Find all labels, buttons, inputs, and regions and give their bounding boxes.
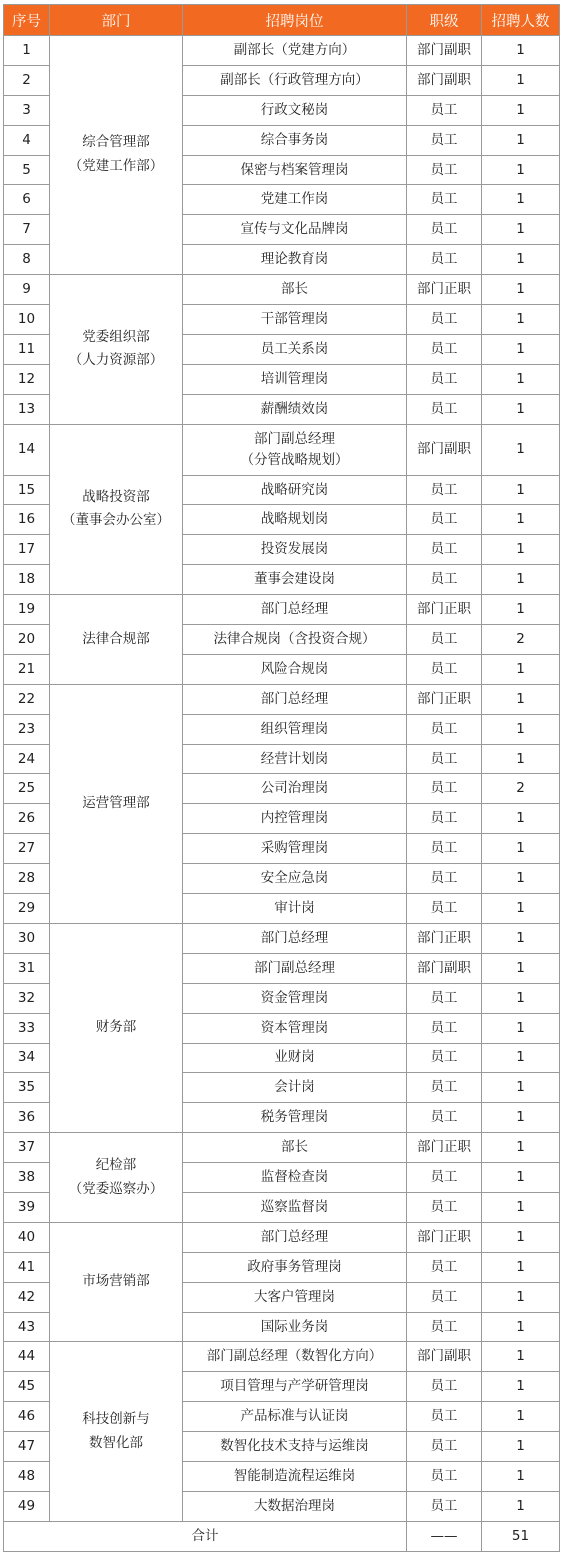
row-number: 38 [4,1163,50,1193]
position-name: 部门总经理 [183,1222,407,1252]
position-name: 安全应急岗 [183,864,407,894]
row-number: 44 [4,1342,50,1372]
row-number: 3 [4,95,50,125]
job-level: 员工 [407,714,482,744]
job-level: 员工 [407,625,482,655]
department-name: 市场营销部 [50,1222,183,1342]
hire-count: 1 [482,364,560,394]
hire-count: 1 [482,744,560,774]
row-number: 1 [4,36,50,66]
job-level: 员工 [407,1372,482,1402]
row-number: 14 [4,424,50,475]
header-no: 序号 [4,5,50,36]
header-count: 招聘人数 [482,5,560,36]
row-number: 48 [4,1461,50,1491]
table-body [4,36,560,1522]
job-level: 员工 [407,505,482,535]
position-name: 公司治理岗 [183,774,407,804]
position-name: 部门总经理 [183,595,407,625]
hire-count: 1 [482,424,560,475]
hire-count: 1 [482,1133,560,1163]
position-name: 采购管理岗 [183,834,407,864]
hire-count: 1 [482,804,560,834]
department-name: 战略投资部 （董事会办公室） [50,424,183,595]
job-level: 员工 [407,1402,482,1432]
hire-count: 1 [482,245,560,275]
job-level: 员工 [407,1073,482,1103]
hire-count: 1 [482,1491,560,1521]
job-level: 员工 [407,535,482,565]
position-name: 风险合规岗 [183,654,407,684]
table-row [4,1342,560,1372]
hire-count: 1 [482,1073,560,1103]
hire-count: 1 [482,275,560,305]
position-name: 战略研究岗 [183,475,407,505]
row-number: 9 [4,275,50,305]
hire-count: 1 [482,215,560,245]
job-level: 员工 [407,245,482,275]
table-row [4,595,560,625]
position-name: 副部长（行政管理方向） [183,65,407,95]
position-name: 战略规划岗 [183,505,407,535]
position-name: 经营计划岗 [183,744,407,774]
total-label: 合计 [4,1521,407,1551]
row-number: 36 [4,1103,50,1133]
hire-count: 1 [482,1342,560,1372]
position-name: 部门总经理 [183,923,407,953]
position-name: 综合事务岗 [183,125,407,155]
hire-count: 1 [482,684,560,714]
row-number: 21 [4,654,50,684]
position-name: 部门副总经理 [183,953,407,983]
position-name: 监督检查岗 [183,1163,407,1193]
job-level: 员工 [407,334,482,364]
row-number: 29 [4,894,50,924]
hire-count: 1 [482,125,560,155]
position-name: 薪酬绩效岗 [183,394,407,424]
job-level: 员工 [407,1192,482,1222]
hire-count: 1 [482,894,560,924]
table-row [4,1133,560,1163]
job-level: 员工 [407,1461,482,1491]
position-name: 行政文秘岗 [183,95,407,125]
job-level: 员工 [407,864,482,894]
recruitment-table [3,4,560,1552]
job-level: 员工 [407,305,482,335]
position-name: 智能制造流程运维岗 [183,1461,407,1491]
hire-count: 1 [482,36,560,66]
hire-count: 2 [482,625,560,655]
job-level: 部门正职 [407,923,482,953]
position-name: 部长 [183,275,407,305]
row-number: 32 [4,983,50,1013]
header-position: 招聘岗位 [183,5,407,36]
job-level: 员工 [407,654,482,684]
department-name: 科技创新与 数智化部 [50,1342,183,1521]
department-name: 财务部 [50,923,183,1132]
department-name: 综合管理部 （党建工作部） [50,36,183,275]
row-number: 18 [4,565,50,595]
total-row [4,1521,560,1551]
position-name: 保密与档案管理岗 [183,155,407,185]
table-row [4,36,560,66]
job-level: 员工 [407,1252,482,1282]
header-level: 职级 [407,5,482,36]
hire-count: 1 [482,834,560,864]
position-name: 政府事务管理岗 [183,1252,407,1282]
position-name: 副部长（党建方向） [183,36,407,66]
position-name: 资本管理岗 [183,1013,407,1043]
row-number: 43 [4,1312,50,1342]
job-level: 部门副职 [407,1342,482,1372]
hire-count: 1 [482,714,560,744]
row-number: 26 [4,804,50,834]
row-number: 28 [4,864,50,894]
hire-count: 1 [482,1252,560,1282]
job-level: 员工 [407,1103,482,1133]
position-name: 干部管理岗 [183,305,407,335]
hire-count: 1 [482,155,560,185]
row-number: 49 [4,1491,50,1521]
job-level: 员工 [407,1282,482,1312]
job-level: 部门正职 [407,684,482,714]
job-level: 员工 [407,774,482,804]
row-number: 6 [4,185,50,215]
row-number: 33 [4,1013,50,1043]
row-number: 46 [4,1402,50,1432]
department-name: 党委组织部 （人力资源部） [50,275,183,424]
position-name: 业财岗 [183,1043,407,1073]
position-name: 组织管理岗 [183,714,407,744]
hire-count: 1 [482,1043,560,1073]
hire-count: 1 [482,394,560,424]
hire-count: 1 [482,505,560,535]
hire-count: 1 [482,1163,560,1193]
row-number: 24 [4,744,50,774]
position-name: 部门总经理 [183,684,407,714]
row-number: 34 [4,1043,50,1073]
row-number: 8 [4,245,50,275]
row-number: 45 [4,1372,50,1402]
position-name: 投资发展岗 [183,535,407,565]
job-level: 员工 [407,394,482,424]
hire-count: 1 [482,1222,560,1252]
position-name: 会计岗 [183,1073,407,1103]
position-name: 巡察监督岗 [183,1192,407,1222]
position-name: 部门副总经理（数智化方向） [183,1342,407,1372]
row-number: 19 [4,595,50,625]
hire-count: 1 [482,654,560,684]
hire-count: 1 [482,95,560,125]
department-name: 法律合规部 [50,595,183,685]
position-name: 培训管理岗 [183,364,407,394]
job-level: 部门副职 [407,65,482,95]
job-level: 员工 [407,1312,482,1342]
total-level: —— [407,1521,482,1551]
job-level: 部门副职 [407,36,482,66]
hire-count: 1 [482,1461,560,1491]
position-name: 产品标准与认证岗 [183,1402,407,1432]
row-number: 11 [4,334,50,364]
row-number: 5 [4,155,50,185]
table-row [4,923,560,953]
row-number: 30 [4,923,50,953]
job-level: 部门副职 [407,424,482,475]
job-level: 员工 [407,364,482,394]
job-level: 部门正职 [407,1133,482,1163]
hire-count: 2 [482,774,560,804]
total-count: 51 [482,1521,560,1551]
row-number: 37 [4,1133,50,1163]
table-header-row [4,5,560,36]
row-number: 25 [4,774,50,804]
row-number: 20 [4,625,50,655]
position-name: 部门副总经理 （分管战略规划） [183,424,407,475]
hire-count: 1 [482,864,560,894]
job-level: 部门正职 [407,595,482,625]
department-name: 纪检部 （党委巡察办） [50,1133,183,1223]
job-level: 部门副职 [407,953,482,983]
position-name: 员工关系岗 [183,334,407,364]
row-number: 40 [4,1222,50,1252]
job-level: 员工 [407,983,482,1013]
row-number: 41 [4,1252,50,1282]
position-name: 宣传与文化品牌岗 [183,215,407,245]
row-number: 16 [4,505,50,535]
position-name: 项目管理与产学研管理岗 [183,1372,407,1402]
position-name: 党建工作岗 [183,185,407,215]
table-row [4,1222,560,1252]
hire-count: 1 [482,1432,560,1462]
row-number: 27 [4,834,50,864]
job-level: 员工 [407,744,482,774]
row-number: 7 [4,215,50,245]
job-level: 员工 [407,1013,482,1043]
row-number: 13 [4,394,50,424]
job-level: 员工 [407,125,482,155]
row-number: 10 [4,305,50,335]
job-level: 员工 [407,565,482,595]
job-level: 员工 [407,185,482,215]
hire-count: 1 [482,953,560,983]
position-name: 大客户管理岗 [183,1282,407,1312]
row-number: 39 [4,1192,50,1222]
row-number: 22 [4,684,50,714]
job-level: 部门正职 [407,1222,482,1252]
hire-count: 1 [482,334,560,364]
row-number: 42 [4,1282,50,1312]
job-level: 部门正职 [407,275,482,305]
row-number: 35 [4,1073,50,1103]
header-dept: 部门 [50,5,183,36]
hire-count: 1 [482,565,560,595]
row-number: 2 [4,65,50,95]
hire-count: 1 [482,65,560,95]
hire-count: 1 [482,1312,560,1342]
position-name: 国际业务岗 [183,1312,407,1342]
row-number: 12 [4,364,50,394]
row-number: 4 [4,125,50,155]
job-level: 员工 [407,834,482,864]
hire-count: 1 [482,983,560,1013]
job-level: 员工 [407,1043,482,1073]
position-name: 大数据治理岗 [183,1491,407,1521]
job-level: 员工 [407,804,482,834]
hire-count: 1 [482,1372,560,1402]
position-name: 部长 [183,1133,407,1163]
job-level: 员工 [407,1163,482,1193]
job-level: 员工 [407,894,482,924]
position-name: 内控管理岗 [183,804,407,834]
hire-count: 1 [482,185,560,215]
department-name: 运营管理部 [50,684,183,923]
table-row [4,684,560,714]
hire-count: 1 [482,1013,560,1043]
job-level: 员工 [407,1491,482,1521]
job-level: 员工 [407,95,482,125]
hire-count: 1 [482,1103,560,1133]
hire-count: 1 [482,535,560,565]
table-row [4,424,560,475]
hire-count: 1 [482,923,560,953]
job-level: 员工 [407,215,482,245]
job-level: 员工 [407,1432,482,1462]
position-name: 理论教育岗 [183,245,407,275]
hire-count: 1 [482,475,560,505]
position-name: 董事会建设岗 [183,565,407,595]
row-number: 17 [4,535,50,565]
row-number: 15 [4,475,50,505]
hire-count: 1 [482,1282,560,1312]
row-number: 47 [4,1432,50,1462]
hire-count: 1 [482,305,560,335]
job-level: 员工 [407,155,482,185]
position-name: 审计岗 [183,894,407,924]
hire-count: 1 [482,595,560,625]
hire-count: 1 [482,1192,560,1222]
position-name: 数智化技术支持与运维岗 [183,1432,407,1462]
table-row [4,275,560,305]
job-level: 员工 [407,475,482,505]
row-number: 31 [4,953,50,983]
position-name: 税务管理岗 [183,1103,407,1133]
hire-count: 1 [482,1402,560,1432]
row-number: 23 [4,714,50,744]
position-name: 资金管理岗 [183,983,407,1013]
position-name: 法律合规岗（含投资合规） [183,625,407,655]
